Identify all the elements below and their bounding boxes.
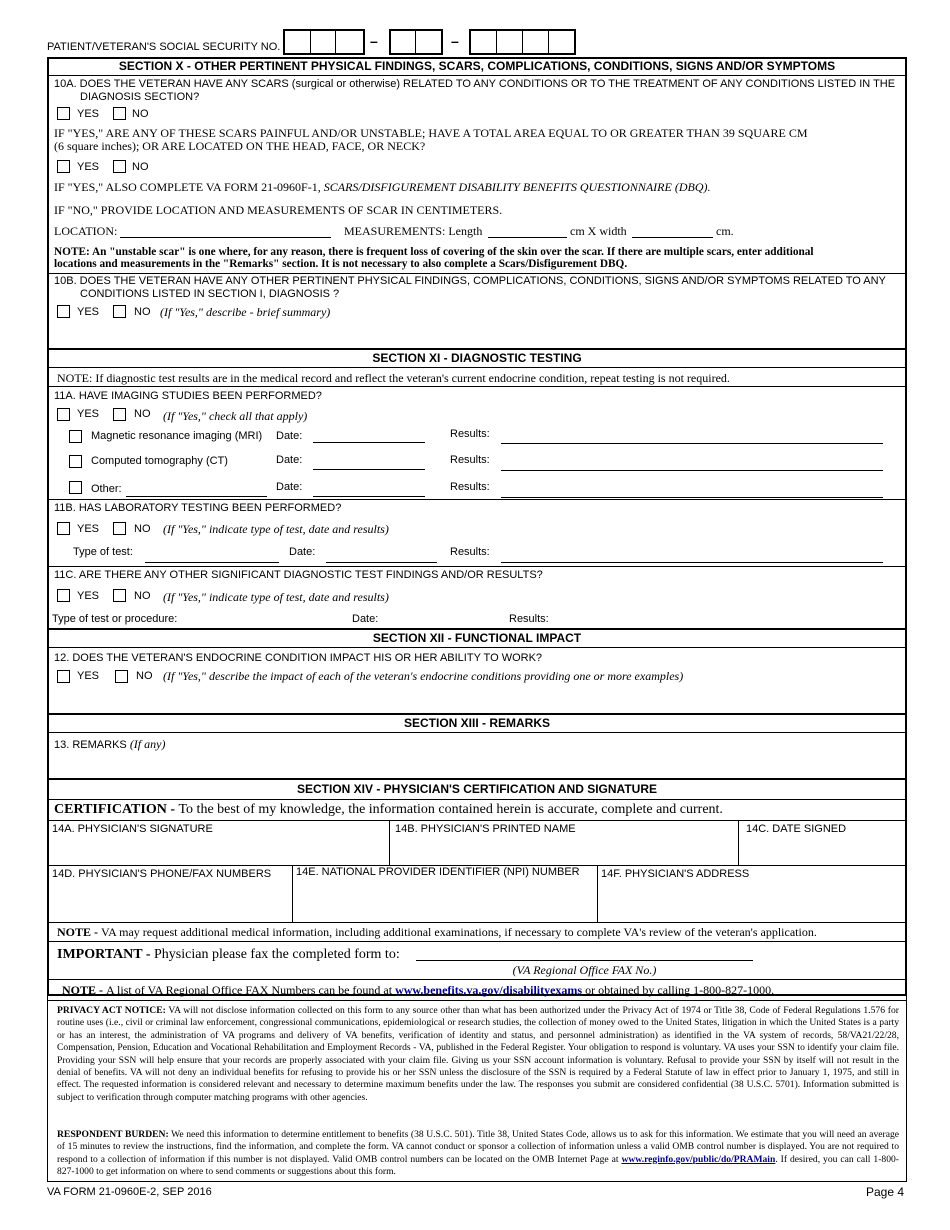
q10a2-yes-label: YES xyxy=(77,161,100,173)
ct-date-input[interactable] xyxy=(313,469,425,470)
lab-date-label: Date: xyxy=(289,546,316,558)
fax-instruction xyxy=(57,947,400,963)
divider xyxy=(47,386,907,387)
ct-checkbox[interactable] xyxy=(69,455,82,468)
divider xyxy=(47,367,907,368)
q10a2-no-label: NO xyxy=(132,161,149,173)
mri-results-input[interactable] xyxy=(501,443,883,444)
q11c-text: 11C. ARE THERE ANY OTHER SIGNIFICANT DIAGNOSTIC TEST FINDINGS AND/OR RESULTS? xyxy=(54,569,543,581)
pra-main-link[interactable]: www.reginfo.gov/public/do/PRAMain xyxy=(621,1153,776,1165)
ct-date-label: Date: xyxy=(276,454,303,466)
lab-date-input[interactable] xyxy=(326,562,437,563)
ssn-dash-2: – xyxy=(451,33,459,49)
privacy-act-notice xyxy=(57,1005,899,1104)
certification-text xyxy=(54,802,723,818)
unstable-scar-note-cont: locations and measurements in the "Remarks" section. It is not necessary to also complete a Scars/Disfigurement DBQ. xyxy=(54,258,628,270)
respondent-burden-text: We need this information to determine entitlement to benefits (38 U.S.C. 501). Title 38, United States Code, allows us to ask for this information. We estimate that you will need an average of 15 minutes to review the instructions, find the information, and complete the form. VA cannot conduct or sponsor a collection of information unless a valid OMB control number is displayed. You are not required to respond to a collection of information if this number is not displayed. Valid OMB control numbers can be located on the OMB Internet Page at xyxy=(57,1129,900,1165)
ct-results-label: Results: xyxy=(450,454,490,466)
privacy-act-text: VA will not disclose information collected on this form to any source other than what has been authorized under the Privacy Act of 1974 or Title 38, Code of Federal Regulations 1.576 for routine uses (i.e., civil or criminal law enforcement, congressional communications, epidemiological or research studies, the collection of money owed to the United States, litigation in which the United States is a party or has an interest, the administration of VA programs and delivery of VA benefits, verification of identity and status, and personnel administration) as identified in the VA system of records, 58/VA21/22/28, Compensation, Pension, Education and Vocational Rehabilitation and Employment Records - VA, published in the Federal Register. Your obligation to respond is voluntary. VA uses your SSN to identify your claim file. Providing your SSN will help ensure that your records are properly associated with your claim file. Giving us your SSN account information is voluntary. Refusal to provide your SSN by itself will not result in the denial of benefits. VA will not deny an individual benefits for refusing to provide his or her SSN unless the disclosure of the SSN is required by a Federal Statute of law in effect prior to January 1, 1975, and still in effect. The requested information is considered relevant and necessary to determine maximum benefits under the law. The responses you submit are considered confidential (38 U.S.C. 5701). Information submitted is subject to verification through computer matching programs with other agencies. xyxy=(57,1005,899,1103)
q10a-no-checkbox[interactable] xyxy=(113,107,126,120)
npi-number-field[interactable] xyxy=(295,884,595,920)
location-label: LOCATION: xyxy=(54,224,118,238)
q10b-yes-checkbox[interactable] xyxy=(57,305,70,318)
mri-label: Magnetic resonance imaging (MRI) xyxy=(91,430,263,442)
other-test-type-label: Type of test or procedure: xyxy=(52,613,178,625)
section-xiv-title: SECTION XIV - PHYSICIAN'S CERTIFICATION AND SIGNATURE xyxy=(297,782,657,796)
other-imaging-input[interactable] xyxy=(126,496,267,497)
certification-label: CERTIFICATION - xyxy=(54,802,179,817)
additional-info-note xyxy=(57,925,817,940)
divider xyxy=(47,922,907,923)
q11b-yes-label: YES xyxy=(77,523,100,535)
fax-caption: (VA Regional Office FAX No.) xyxy=(512,963,657,977)
lab-type-label: Type of test: xyxy=(73,546,133,558)
f14f-label: 14F. PHYSICIAN'S ADDRESS xyxy=(601,868,750,880)
remarks-hint: (If any) xyxy=(129,737,166,751)
q11c-yes-checkbox[interactable] xyxy=(57,589,70,602)
section-xi-title: SECTION XI - DIAGNOSTIC TESTING xyxy=(372,351,582,365)
mri-results-label: Results: xyxy=(450,428,490,440)
q11a-yes-label: YES xyxy=(77,408,100,420)
important-text: Physician please fax the completed form to: xyxy=(154,947,400,962)
mri-date-label: Date: xyxy=(276,430,303,442)
physician-address-field[interactable] xyxy=(600,884,904,920)
date-signed-field[interactable] xyxy=(741,838,904,863)
q12-no-label: NO xyxy=(136,670,153,682)
q11b-no-label: NO xyxy=(134,523,151,535)
section-divider xyxy=(47,778,907,780)
length-input[interactable] xyxy=(488,237,567,238)
q12-no-checkbox[interactable] xyxy=(115,670,128,683)
section-x-title: SECTION X - OTHER PERTINENT PHYSICAL FINDINGS, SCARS, COMPLICATIONS, CONDITIONS, SIGNS AND/OR SYMPTOMS xyxy=(118,59,836,73)
remarks-label xyxy=(54,737,165,752)
ssn-field-part3[interactable] xyxy=(469,29,576,55)
q10b-text: 10B. DOES THE VETERAN HAVE ANY OTHER PERTINENT PHYSICAL FINDINGS, COMPLICATIONS, CONDITIONS, SIGNS AND/OR SYMPTOMS RELATED TO ANY xyxy=(54,275,886,287)
respondent-burden-label: RESPONDENT BURDEN: xyxy=(57,1129,169,1140)
certification-statement: To the best of my knowledge, the information contained herein is accurate, complete and current. xyxy=(178,802,723,817)
cm-x-width-label: cm X width xyxy=(570,224,627,238)
q10b-no-label: NO xyxy=(134,306,151,318)
ssn-dash-1: – xyxy=(370,33,378,49)
q10a2-no-checkbox[interactable] xyxy=(113,160,126,173)
other-date-label: Date: xyxy=(276,481,303,493)
other-imaging-checkbox[interactable] xyxy=(69,481,82,494)
q11b-text: 11B. HAS LABORATORY TESTING BEEN PERFORMED? xyxy=(54,502,342,514)
q10b-yes-label: YES xyxy=(77,306,100,318)
mri-date-input[interactable] xyxy=(313,442,425,443)
divider xyxy=(47,979,907,980)
q11c-yes-label: YES xyxy=(77,590,100,602)
other-results-input[interactable] xyxy=(501,497,883,498)
physician-phone-fax-field[interactable] xyxy=(50,884,290,920)
divider xyxy=(47,799,907,800)
q11a-hint: (If "Yes," check all that apply) xyxy=(163,409,308,423)
page-number: Page 4 xyxy=(866,1185,905,1199)
important-label: IMPORTANT - xyxy=(57,947,154,962)
q11a-yes-checkbox[interactable] xyxy=(57,408,70,421)
note-text: VA may request additional medical information, including additional examinations, if necessary to complete VA's review of the veteran's application. xyxy=(101,925,817,939)
cm-label: cm. xyxy=(716,224,734,238)
section-divider xyxy=(47,713,907,715)
f14a-label: 14A. PHYSICIAN'S SIGNATURE xyxy=(52,823,213,835)
q10a-yes-checkbox[interactable] xyxy=(57,107,70,120)
lab-results-input[interactable] xyxy=(501,562,883,563)
q10a-yes-label: YES xyxy=(77,108,100,120)
divider xyxy=(47,1181,907,1182)
divider xyxy=(47,273,907,274)
divider xyxy=(47,820,907,821)
q10a-text-cont: DIAGNOSIS SECTION? xyxy=(80,91,200,103)
q11b-no-checkbox[interactable] xyxy=(113,522,126,535)
f14e-label: 14E. NATIONAL PROVIDER IDENTIFIER (NPI) NUMBER xyxy=(296,866,580,878)
q11c-no-checkbox[interactable] xyxy=(113,589,126,602)
also-complete-prefix: IF "YES," ALSO COMPLETE VA FORM 21-0960F-1, xyxy=(54,180,324,194)
divider xyxy=(738,820,739,865)
f14c-label: 14C. DATE SIGNED xyxy=(746,823,847,835)
q12-text: 12. DOES THE VETERAN'S ENDOCRINE CONDITION IMPACT HIS OR HER ABILITY TO WORK? xyxy=(54,652,543,664)
physician-signature-field[interactable] xyxy=(50,838,387,863)
q11a-text: 11A. HAVE IMAGING STUDIES BEEN PERFORMED? xyxy=(54,390,322,402)
other-imaging-label: Other: xyxy=(91,483,122,495)
location-input[interactable] xyxy=(120,237,331,238)
also-complete-text xyxy=(54,180,710,195)
f14b-label: 14B. PHYSICIAN'S PRINTED NAME xyxy=(395,823,576,835)
diagnostic-note: NOTE: If diagnostic test results are in the medical record and reflect the veteran's current endocrine condition, repeat testing is not required. xyxy=(57,371,730,385)
measurements-label: MEASUREMENTS: Length xyxy=(344,224,483,238)
section-divider xyxy=(47,348,907,350)
fax-list-note xyxy=(62,983,774,998)
q10a-ifyes-text: IF "YES," ARE ANY OF THESE SCARS PAINFUL AND/OR UNSTABLE; HAVE A TOTAL AREA EQUAL TO OR GREATER THAN 39 SQUARE CM xyxy=(54,126,808,140)
q10a2-yes-checkbox[interactable] xyxy=(57,160,70,173)
q10b-no-checkbox[interactable] xyxy=(113,305,126,318)
divider xyxy=(47,996,48,1182)
ct-results-input[interactable] xyxy=(501,470,883,471)
q11c-hint: (If "Yes," indicate type of test, date and results) xyxy=(163,590,389,604)
lab-type-input[interactable] xyxy=(145,562,279,563)
also-complete-form-title: SCARS/DISFIGUREMENT DISABILITY BENEFITS QUESTIONNAIRE (DBQ). xyxy=(323,180,711,194)
q10a-text: 10A. DOES THE VETERAN HAVE ANY SCARS (surgical or otherwise) RELATED TO ANY CONDITIONS OR TO THE TREATMENT OF ANY CONDITIONS LISTED IN THE xyxy=(54,78,896,90)
ssn-field-part2[interactable] xyxy=(389,29,443,55)
q12-hint: (If "Yes," describe the impact of each of the veteran's endocrine conditions providing one or more examples) xyxy=(163,669,684,683)
respondent-burden-text-end: . If desired, you can call 1-800-827-1000 to get information on where to send comments or suggestions about this form. xyxy=(57,1153,899,1178)
section-divider xyxy=(47,628,907,630)
other-results-label: Results: xyxy=(450,481,490,493)
q10b-hint: (If "Yes," describe - brief summary) xyxy=(160,305,331,319)
ssn-label: PATIENT/VETERAN'S SOCIAL SECURITY NO. xyxy=(47,41,281,53)
section-xii-title: SECTION XII - FUNCTIONAL IMPACT xyxy=(372,631,582,645)
form-id: VA FORM 21-0960E-2, SEP 2016 xyxy=(47,1186,212,1198)
divider xyxy=(47,941,907,942)
divider xyxy=(47,732,907,733)
f14d-label: 14D. PHYSICIAN'S PHONE/FAX NUMBERS xyxy=(52,868,272,880)
q10b-text-cont: CONDITIONS LISTED IN SECTION I, DIAGNOSIS ? xyxy=(80,288,340,300)
remarks-input[interactable] xyxy=(50,752,904,778)
ct-label: Computed tomography (CT) xyxy=(91,455,228,467)
q11a-no-checkbox[interactable] xyxy=(113,408,126,421)
divider xyxy=(906,996,907,1182)
q11c-no-label: NO xyxy=(134,590,151,602)
disability-exams-link[interactable]: www.benefits.va.gov/disabilityexams xyxy=(395,983,583,997)
divider xyxy=(389,820,390,865)
divider xyxy=(292,865,293,922)
other-test-date-label: Date: xyxy=(352,613,379,625)
note2-label: NOTE - xyxy=(62,983,107,997)
other-date-input[interactable] xyxy=(313,496,425,497)
note2-text-end: or obtained by calling 1-800-827-1000. xyxy=(582,983,775,997)
q12-yes-label: YES xyxy=(77,670,100,682)
q12-yes-checkbox[interactable] xyxy=(57,670,70,683)
q10a-ifyes-text-cont: (6 square inches); OR ARE LOCATED ON THE HEAD, FACE, OR NECK? xyxy=(54,139,426,153)
privacy-act-label: PRIVACY ACT NOTICE: xyxy=(57,1005,166,1016)
note-label: NOTE - xyxy=(57,925,102,939)
respondent-burden xyxy=(57,1129,899,1179)
note2-text: A list of VA Regional Office FAX Numbers can be found at xyxy=(106,983,396,997)
divider xyxy=(47,75,907,76)
ifno-text: IF "NO," PROVIDE LOCATION AND MEASUREMENTS OF SCAR IN CENTIMETERS. xyxy=(54,203,503,217)
q11b-yes-checkbox[interactable] xyxy=(57,522,70,535)
q11b-hint: (If "Yes," indicate type of test, date and results) xyxy=(163,522,389,536)
divider xyxy=(47,1000,907,1001)
q11a-no-label: NO xyxy=(134,408,151,420)
divider xyxy=(47,499,907,500)
q10a-no-label: NO xyxy=(132,108,149,120)
mri-checkbox[interactable] xyxy=(69,430,82,443)
other-test-results-label: Results: xyxy=(509,613,549,625)
unstable-scar-note: NOTE: An "unstable scar" is one where, for any reason, there is frequent loss of covering of the skin over the scar. If there are multiple scars, enter additional xyxy=(54,246,814,258)
physician-printed-name-field[interactable] xyxy=(392,838,736,863)
divider xyxy=(597,865,598,922)
remarks-label-text: 13. REMARKS xyxy=(54,739,127,751)
fax-number-input[interactable] xyxy=(416,960,753,961)
lab-results-label: Results: xyxy=(450,546,490,558)
ssn-field-part1[interactable] xyxy=(283,29,365,55)
section-xiii-title: SECTION XIII - REMARKS xyxy=(403,716,550,730)
divider xyxy=(47,566,907,567)
divider xyxy=(47,647,907,648)
width-input[interactable] xyxy=(632,237,713,238)
